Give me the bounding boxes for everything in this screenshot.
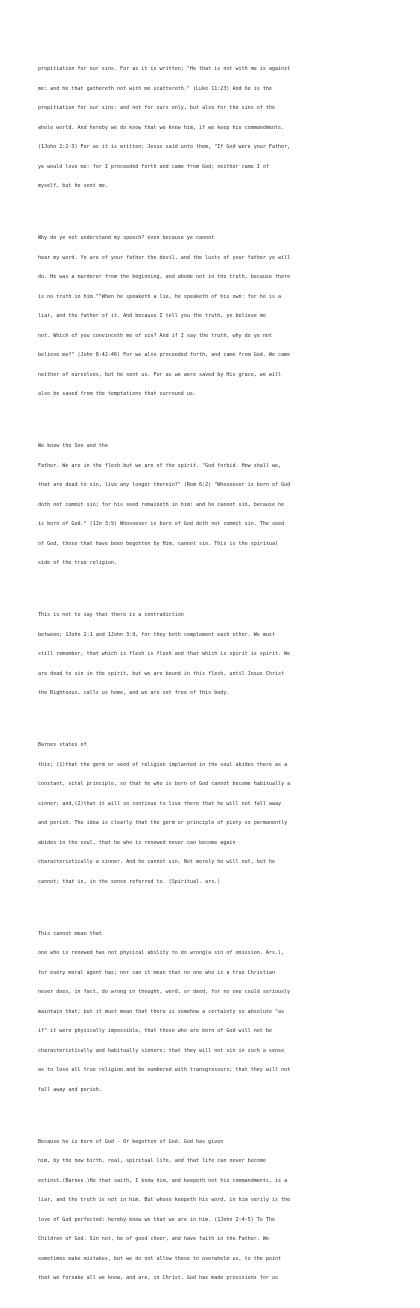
- text-line: this; (1)that the germ or seed of religion implanted in the soul abides there as a: [38, 761, 288, 768]
- text-line: never does, in fact, do wrong in thought, word, or deed, for no one could seriously: [38, 989, 291, 995]
- text-line: are dead to sin in the spirit, but we are bound in this flesh, until Jesus Christ: [38, 670, 285, 677]
- text-line: of God, those that have been begotten by Him, cannot sin. This is the spiritual: [38, 540, 279, 547]
- text-line: if" it were physically impossible, that those who are born of God will not be: [38, 1028, 272, 1034]
- text-line: sometimes make mistakes, but we do not allow these to overwhelm us, to the point: [38, 1255, 282, 1262]
- text-line: doth not commit sin; for his seed remaineth in him: and he cannot sin, because he: [38, 501, 285, 508]
- text-line: for every moral agent has; nor can it mean that no one who is a true Christian: [38, 969, 276, 976]
- text-line: characteristically a sinner. And he cannot sin. Not merely he will not, but he: [38, 859, 276, 865]
- text-line: not. Which of you convinceth me of sin? And if I say the truth, why do ye not: [38, 332, 272, 339]
- text-line: maintain that; but it must mean that there is somehow a certainty so absolute "as: [38, 1008, 285, 1015]
- text-line: neither of ourselves, but he sent us. For as we were saved by His grace, we will: [38, 371, 282, 378]
- text-line: Father. We are in the flesh but we are of the spirit. "God forbid. How shall we,: [38, 462, 282, 469]
- paragraph: [38, 430, 393, 580]
- text-line: side of the true religion.: [38, 560, 118, 566]
- text-line: sinner; and,(2)that it will so continue to live there that he will not fall away: [38, 800, 282, 807]
- text-line: (1John 2:2-3) For as it is written; Jesus said unto them, "If God were your Father,: [38, 144, 291, 150]
- text-line: still remember, that which is flesh is flesh and that which is spirit is spirit. We: [38, 651, 291, 657]
- text-line: is born of God." (1Jn 3:9) Whosoever is born of God doth not commit sin. The seed: [38, 521, 285, 527]
- text-line: propitiation for our sins. For as it is written; "He that is not with me is against: [38, 66, 291, 72]
- paragraph: [38, 918, 393, 1107]
- text-line: cannot; that is, in the sense referred to. (Spiritual. ars.): [38, 878, 221, 885]
- text-line: one who is renewed has not physical ability to do wrong(a sin of omission. Ars.),: [38, 950, 285, 956]
- text-line: myself, but he sent me.: [38, 183, 108, 189]
- paragraph: [38, 53, 393, 203]
- text-line: believe me?" (John 8:42-46) For we also proceeded forth, and came from God. We came: [38, 352, 291, 358]
- text-line: fall away and perish.: [38, 1086, 102, 1093]
- text-line: love of God perfected: hereby know we that we are in him. (1John 2:4-5) To The: [38, 1216, 276, 1223]
- text-line: constant, vital principle, so that he who is born of God cannot become habitually a: [38, 781, 291, 787]
- text-line: is no truth in him.""When he speaketh a lie, he speaketh of his own: for he is a: [38, 293, 282, 300]
- text-line: characteristically and habitually sinners; that they will not sin in such a sense: [38, 1047, 285, 1054]
- text-line: liar, and the truth is not in him. But whoso keepeth his word, in him verily is the: [38, 1197, 291, 1203]
- document-page: [38, 40, 393, 1308]
- text-line: liar, and the father of it. And because I tell you the truth, ye believe me: [38, 313, 266, 319]
- paragraph: [38, 222, 393, 411]
- text-line: Barnes states of: [38, 742, 87, 748]
- text-line: that are dead to sin, live any longer therein?" (Rom 6:2) "Whosoever is born of God: [38, 482, 291, 488]
- text-line: Because he is born of God - Or begotten of God. God has given: [38, 1138, 224, 1145]
- paragraph: [38, 1126, 393, 1295]
- text-line: me: and he that gathereth not with me scattereth." (Luke 11:23) And he is the: [38, 85, 272, 92]
- text-line: that we forsake all we know, and are, in Christ. God has made provisions for us: [38, 1275, 279, 1281]
- text-line: do. He was a murderer from the beginning, and abode not in the truth, because there: [38, 274, 291, 280]
- paragraph: [38, 599, 393, 710]
- text-line: ye would love me: for I proceeded forth and came from God; neither came I of: [38, 163, 269, 170]
- text-line: as to lose all true religion and be numbered with transgressors; that they will not: [38, 1067, 291, 1073]
- text-line: and perish. The idea is clearly that the germ or principle of piety so permanently: [38, 820, 288, 826]
- text-line: him, by the new birth, real, spiritual life, and that life can never become: [38, 1158, 266, 1164]
- text-line: abides in the soul, that he who is renewed never can become again: [38, 839, 236, 846]
- text-line: We know the Son and the: [38, 443, 108, 449]
- text-line: Children of God. Sin not, be of good cheer, and have faith in the Father. We: [38, 1236, 269, 1242]
- text-line: This is not to say that there is a contradiction: [38, 612, 184, 618]
- text-line: between; 1John 2:1 and 1John 3:9, for they both complement each other. We must: [38, 631, 276, 638]
- text-line: extinct.(Barnes.)He that saith, I know him, and keepeth not his commandments, is a: [38, 1177, 288, 1184]
- text-line: whole world. And hereby we do know that we know him, if we keep his commandments.: [38, 124, 285, 131]
- text-line: Why do ye not understand my speech? even because ye cannot: [38, 235, 215, 241]
- text-line: hear my word. Ye are of your father the devil, and the lusts of your father ye will: [38, 254, 291, 261]
- text-line: This cannot mean that: [38, 930, 102, 937]
- text-line: also be saved from the temptations that surround us.: [38, 391, 197, 397]
- paragraph: [38, 729, 393, 898]
- text-line: the Righteous, calls us home, and we are set free of this body.: [38, 690, 230, 696]
- text-line: propitiation for our sins: and not for ours only, but also for the sins of the: [38, 105, 276, 111]
